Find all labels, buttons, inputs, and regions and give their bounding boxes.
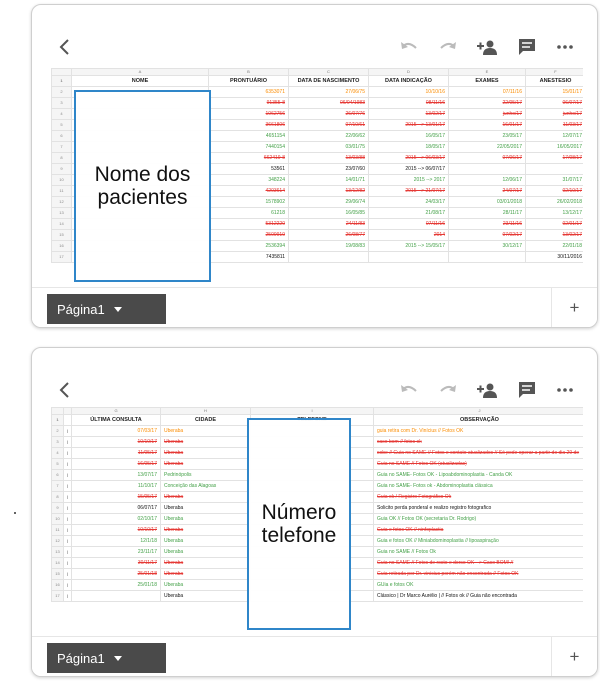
row-marker: | (64, 437, 72, 448)
table-cell[interactable]: 07/02/17 (449, 230, 526, 241)
sheet-tab-bar (32, 636, 597, 676)
row-marker: | (64, 514, 72, 525)
row-marker: | (64, 492, 72, 503)
back-arrow-icon[interactable] (54, 37, 76, 57)
table-cell[interactable]: 2015 --> 21/07/17 (369, 186, 449, 197)
undo-icon[interactable] (398, 37, 420, 57)
row-marker: | (64, 426, 72, 437)
table-cell[interactable]: 08/11/16 (369, 98, 449, 109)
table-cell[interactable]: 28/11/17 (449, 208, 526, 219)
column-header[interactable]: CIDADE (161, 415, 251, 426)
table-cell[interactable]: 2536394 (209, 241, 289, 252)
plus-icon: + (569, 647, 580, 666)
row-number[interactable]: 3 (52, 437, 64, 448)
table-cell[interactable]: 2014 (369, 230, 449, 241)
table-cell[interactable]: 16/01/17 (449, 120, 526, 131)
table-cell[interactable]: 2015 --> 15/05/17 (369, 241, 449, 252)
column-header[interactable]: EXAMES (449, 76, 526, 87)
row-marker (64, 415, 72, 426)
table-cell[interactable]: 31/07/17 (526, 175, 584, 186)
table-cell[interactable]: 7440154 (209, 142, 289, 153)
table-cell[interactable]: 26/07/76 (289, 109, 369, 120)
table-cell[interactable]: 1578902 (209, 197, 289, 208)
column-letter[interactable]: E (449, 69, 526, 76)
table-cell[interactable] (449, 164, 526, 175)
more-options-icon[interactable] (554, 37, 576, 57)
table-cell[interactable]: 30/11/17 (72, 558, 161, 569)
table-cell[interactable]: Uberaba (161, 492, 251, 503)
row-marker: | (64, 547, 72, 558)
row-marker: | (64, 536, 72, 547)
table-cell[interactable]: sobe // Guia no SAME // Fotos e contato atualizados // Só pode operar a partir do dia 29 de (374, 448, 584, 459)
redo-icon[interactable] (437, 37, 459, 57)
row-number[interactable]: 10 (52, 175, 72, 186)
table-cell[interactable]: 16/05/17 (369, 131, 449, 142)
table-cell[interactable]: 2015 --> 13/01/17 (369, 120, 449, 131)
table-cell[interactable]: 5312220 (209, 219, 289, 230)
table-cell[interactable]: 13/07/17 (72, 470, 161, 481)
annotation-line-1: Nome dos (94, 163, 191, 186)
add-person-icon[interactable] (476, 37, 498, 57)
table-cell[interactable] (369, 252, 449, 263)
row-number[interactable]: 8 (52, 153, 72, 164)
row-marker: | (64, 470, 72, 481)
table-cell[interactable]: Guia no SAME- Fotos OK - Lipoabdominoplastia - Canda OK (374, 470, 584, 481)
add-sheet-button[interactable] (551, 288, 597, 328)
table-cell[interactable]: 23/11/16 (449, 219, 526, 230)
table-cell[interactable]: 12/1/18 (72, 536, 161, 547)
annotation-line-2: telefone (261, 524, 337, 547)
row-marker: | (64, 591, 72, 602)
table-cell[interactable]: 22/05/2017 (449, 142, 526, 153)
table-cell[interactable]: 11/05/17 (72, 448, 161, 459)
table-cell[interactable]: Pedrinópolis (161, 470, 251, 481)
table-cell[interactable]: Uberaba (161, 525, 251, 536)
table-cell[interactable]: 24/11/83 (289, 219, 369, 230)
sheet-tab-label: Página1 (57, 650, 105, 666)
table-cell[interactable]: 22/06/62 (289, 131, 369, 142)
column-letter[interactable] (52, 69, 72, 76)
table-cell[interactable]: 14/01/71 (289, 175, 369, 186)
table-cell[interactable]: 348224 (209, 175, 289, 186)
add-person-icon[interactable] (476, 380, 498, 400)
table-cell[interactable]: Guia retirada por Dr. vinicius porém não encontrada // Fotos OK (374, 569, 584, 580)
table-cell[interactable]: Guia no SAME // Fotos OK (atualizadas) (374, 459, 584, 470)
table-cell[interactable]: 29/06/74 (289, 197, 369, 208)
table-cell[interactable]: 23/11/17 (72, 547, 161, 558)
spreadsheet-panel-names (31, 4, 598, 328)
table-cell[interactable] (526, 164, 584, 175)
table-cell[interactable]: 02/10/17 (526, 186, 584, 197)
row-number[interactable]: 14 (52, 558, 64, 569)
table-cell[interactable]: 12/06/17 (449, 175, 526, 186)
row-number[interactable]: 14 (52, 219, 72, 230)
row-number[interactable]: 1 (52, 415, 64, 426)
table-cell[interactable] (289, 252, 369, 263)
table-cell[interactable]: 13/12/17 (526, 208, 584, 219)
row-number[interactable]: 7 (52, 142, 72, 153)
table-cell[interactable]: 15/05/17 (72, 492, 161, 503)
column-letter[interactable]: H (161, 408, 251, 415)
column-letter-row (52, 69, 584, 76)
table-cell[interactable]: Uberaba (161, 569, 251, 580)
row-number[interactable]: 15 (52, 569, 64, 580)
table-cell[interactable]: 27/06/75 (289, 87, 369, 98)
table-cell[interactable]: 07/11/16 (369, 219, 449, 230)
table-cell[interactable]: 61218 (209, 208, 289, 219)
row-number[interactable]: 4 (52, 109, 72, 120)
row-marker: | (64, 481, 72, 492)
table-cell[interactable]: 07/06/17 (449, 153, 526, 164)
table-cell[interactable]: 12/07/17 (526, 131, 584, 142)
row-number[interactable]: 7 (52, 481, 64, 492)
row-number[interactable]: 9 (52, 503, 64, 514)
table-cell[interactable]: 13/03/88 (289, 153, 369, 164)
table-cell[interactable]: 16/05/85 (289, 208, 369, 219)
table-cell[interactable]: Uberaba (161, 437, 251, 448)
bullet-dot (14, 512, 16, 514)
column-header[interactable]: ANESTESIO (526, 76, 584, 87)
row-marker: | (64, 503, 72, 514)
plus-icon: + (569, 298, 580, 317)
row-number[interactable]: 8 (52, 492, 64, 503)
table-cell[interactable]: Guia e fotos OK // Miniabdominoplastia // lipoaspiração (374, 536, 584, 547)
table-cell[interactable]: 24/03/17 (369, 197, 449, 208)
column-header[interactable]: ÚLTIMA CONSULTA (72, 415, 161, 426)
annotation-phone-number (247, 418, 351, 630)
table-cell[interactable]: 26/08/77 (289, 230, 369, 241)
table-cell[interactable]: 13/02/17 (526, 230, 584, 241)
sheet-tab-pagina1[interactable] (47, 643, 166, 673)
column-letter[interactable]: I (251, 408, 374, 415)
row-number[interactable]: 12 (52, 536, 64, 547)
table-cell[interactable]: 06/07/17 (72, 503, 161, 514)
row-number[interactable]: 17 (52, 591, 64, 602)
table-cell[interactable]: Guia no SAME // Fotos Ok (374, 547, 584, 558)
row-marker: | (64, 580, 72, 591)
table-cell[interactable]: 25/01/18 (72, 580, 161, 591)
row-number[interactable]: 9 (52, 164, 72, 175)
comment-icon[interactable] (516, 380, 538, 400)
dropdown-caret-icon[interactable] (114, 656, 122, 661)
table-cell[interactable]: Uberaba (161, 514, 251, 525)
table-cell[interactable]: 21/08/17 (369, 208, 449, 219)
table-cell[interactable]: 4651154 (209, 131, 289, 142)
table-cell[interactable]: Uberaba (161, 448, 251, 459)
row-number[interactable]: 11 (52, 525, 64, 536)
table-cell[interactable]: guia retira com Dr. Vinícius // Fotos OK (374, 426, 584, 437)
row-number[interactable]: 17 (52, 252, 72, 263)
table-cell[interactable] (449, 252, 526, 263)
row-number[interactable]: 1 (52, 76, 72, 87)
sheet-tab-bar (32, 287, 597, 327)
row-number[interactable]: 6 (52, 470, 64, 481)
row-number[interactable]: 13 (52, 547, 64, 558)
table-cell[interactable]: 07/10/61 (289, 120, 369, 131)
toolbar (32, 5, 597, 63)
column-letter[interactable]: A (72, 69, 209, 76)
table-cell[interactable]: Guia e fotos OK // ninfoplastia (374, 525, 584, 536)
annotation-line-2: pacientes (97, 186, 188, 209)
back-arrow-icon[interactable] (54, 380, 76, 400)
table-cell[interactable]: 06/07/17 (526, 98, 584, 109)
table-cell[interactable]: 10/10/17 (72, 437, 161, 448)
table-cell[interactable]: Uberaba (161, 459, 251, 470)
table-cell[interactable]: 03/01/2018 (449, 197, 526, 208)
row-number[interactable]: 11 (52, 186, 72, 197)
table-cell[interactable]: Guia no SAME- Fotos ok - Abdominoplastia clássica (374, 481, 584, 492)
table-cell[interactable]: junho/17 (526, 109, 584, 120)
column-header[interactable]: NOME (72, 76, 209, 87)
table-cell[interactable]: Uberaba (161, 503, 251, 514)
table-cell[interactable]: 18/05/17 (369, 142, 449, 153)
header-row (52, 76, 584, 87)
table-cell[interactable]: 3661806 (209, 120, 289, 131)
row-number[interactable]: 3 (52, 98, 72, 109)
table-cell[interactable]: Guia OK // Fotos OK (secretaria Dr. Rodrigo) (374, 514, 584, 525)
table-cell[interactable]: 15/01/17 (526, 87, 584, 98)
table-cell[interactable]: Clássico | Dr Marco Aurélio | // Fotos ok // Guia não encontrada (374, 591, 584, 602)
table-cell[interactable]: Uberaba (161, 580, 251, 591)
row-number[interactable]: 10 (52, 514, 64, 525)
table-cell[interactable]: 13/02/17 (369, 109, 449, 120)
column-letter[interactable] (52, 408, 64, 415)
table-cell[interactable]: Guia ok / Registro Fotográfico Ok (374, 492, 584, 503)
table-cell[interactable]: Uberaba (161, 536, 251, 547)
row-number[interactable]: 16 (52, 241, 72, 252)
redo-icon[interactable] (437, 380, 459, 400)
table-cell[interactable]: 16/05/17 (72, 459, 161, 470)
column-header[interactable]: PRONTUÁRIO (209, 76, 289, 87)
add-sheet-button[interactable] (551, 637, 597, 677)
column-letter[interactable]: G (72, 408, 161, 415)
table-cell[interactable]: 2015 --> 06/07/17 (369, 164, 449, 175)
column-header[interactable]: OBSERVAÇÃO (374, 415, 584, 426)
row-number[interactable]: 12 (52, 197, 72, 208)
column-letter[interactable]: B (209, 69, 289, 76)
row-number[interactable]: 5 (52, 120, 72, 131)
table-cell[interactable]: 4203614 (209, 186, 289, 197)
spreadsheet-panel-phone (31, 347, 598, 677)
table-cell[interactable]: 03/01/75 (289, 142, 369, 153)
annotation-line-1: Número (261, 501, 337, 524)
table-cell[interactable]: Uberaba (161, 426, 251, 437)
table-cell[interactable]: 10/10/16 (369, 87, 449, 98)
row-number[interactable]: 15 (52, 230, 72, 241)
table-cell[interactable]: 7435811 (209, 252, 289, 263)
row-number[interactable]: 2 (52, 87, 72, 98)
table-cell[interactable]: 23/05/17 (449, 131, 526, 142)
table-cell[interactable]: 16/05/2017 (526, 142, 584, 153)
comment-icon[interactable] (516, 37, 538, 57)
table-cell[interactable]: 2509919 (209, 230, 289, 241)
row-marker: | (64, 459, 72, 470)
table-cell[interactable]: caso bom // fotos ok (374, 437, 584, 448)
table-cell[interactable]: 30/12/17 (449, 241, 526, 252)
row-number[interactable]: 13 (52, 208, 72, 219)
annotation-patient-names (74, 90, 211, 282)
table-cell[interactable] (72, 591, 161, 602)
table-cell[interactable]: Guia no SAME // Fotos de rosto e dorso OK --> Caso BOM! // (374, 558, 584, 569)
column-header[interactable]: DATA DE NASCIMENTO (289, 76, 369, 87)
column-letter[interactable]: F (526, 69, 584, 76)
row-number[interactable]: 6 (52, 131, 72, 142)
table-cell[interactable]: 10/10/17 (72, 525, 161, 536)
row-marker: | (64, 525, 72, 536)
toolbar (32, 348, 597, 406)
table-cell[interactable]: 07/11/16 (449, 87, 526, 98)
row-marker: | (64, 448, 72, 459)
table-cell[interactable]: 11/10/17 (72, 481, 161, 492)
row-number[interactable]: 16 (52, 580, 64, 591)
table-cell[interactable]: Uberaba (161, 591, 251, 602)
column-letter[interactable]: D (369, 69, 449, 76)
table-cell[interactable]: junho/17 (449, 109, 526, 120)
table-cell[interactable]: 22/05/17 (449, 98, 526, 109)
table-cell[interactable]: Solicito perda ponderal e realizo registro fotografico (374, 503, 584, 514)
table-cell[interactable]: 06/04/1983 (289, 98, 369, 109)
table-cell[interactable]: 53561 (209, 164, 289, 175)
table-cell[interactable]: 1062756 (209, 109, 289, 120)
table-cell[interactable]: 24/07/17 (449, 186, 526, 197)
sheet-tab-label: Página1 (57, 301, 105, 317)
column-letter[interactable]: J (374, 408, 584, 415)
table-cell[interactable]: 11/03/17 (526, 120, 584, 131)
table-cell[interactable]: Uberaba (161, 547, 251, 558)
table-cell[interactable]: 25/01/18 (72, 569, 161, 580)
table-cell[interactable]: 23/07/60 (289, 164, 369, 175)
row-number[interactable]: 5 (52, 459, 64, 470)
sheet-tab-pagina1[interactable] (47, 294, 166, 324)
table-cell[interactable]: 17/08/17 (526, 153, 584, 164)
table-cell[interactable]: 07/03/17 (72, 426, 161, 437)
column-letter[interactable]: C (289, 69, 369, 76)
table-cell[interactable]: 02/01/17 (526, 219, 584, 230)
column-letter[interactable] (64, 408, 72, 415)
undo-icon[interactable] (398, 380, 420, 400)
table-cell[interactable]: 02/10/17 (72, 514, 161, 525)
column-header[interactable]: DATA INDICAÇÃO (369, 76, 449, 87)
row-marker: | (64, 569, 72, 580)
more-options-icon[interactable] (554, 380, 576, 400)
table-cell[interactable]: 2015 --> 2017 (369, 175, 449, 186)
table-cell[interactable]: 26/02/2018 (526, 197, 584, 208)
table-cell[interactable]: 30/11/2016 (526, 252, 584, 263)
table-cell[interactable]: 662419-8 (209, 153, 289, 164)
dropdown-caret-icon[interactable] (114, 307, 122, 312)
row-marker: | (64, 558, 72, 569)
table-cell[interactable]: 13/12/82 (289, 186, 369, 197)
table-cell[interactable]: 6353071 (209, 87, 289, 98)
table-cell[interactable]: 22/01/18 (526, 241, 584, 252)
row-number[interactable]: 4 (52, 448, 64, 459)
table-cell[interactable]: 91355-8 (209, 98, 289, 109)
table-cell[interactable]: Conceição das Alagoas (161, 481, 251, 492)
column-letter-row (52, 408, 584, 415)
table-cell[interactable]: 2015 --> 06/03/17 (369, 153, 449, 164)
table-cell[interactable]: Uberaba (161, 558, 251, 569)
table-cell[interactable]: GUia e fotos OK (374, 580, 584, 591)
row-number[interactable]: 2 (52, 426, 64, 437)
table-cell[interactable]: 19/08/83 (289, 241, 369, 252)
